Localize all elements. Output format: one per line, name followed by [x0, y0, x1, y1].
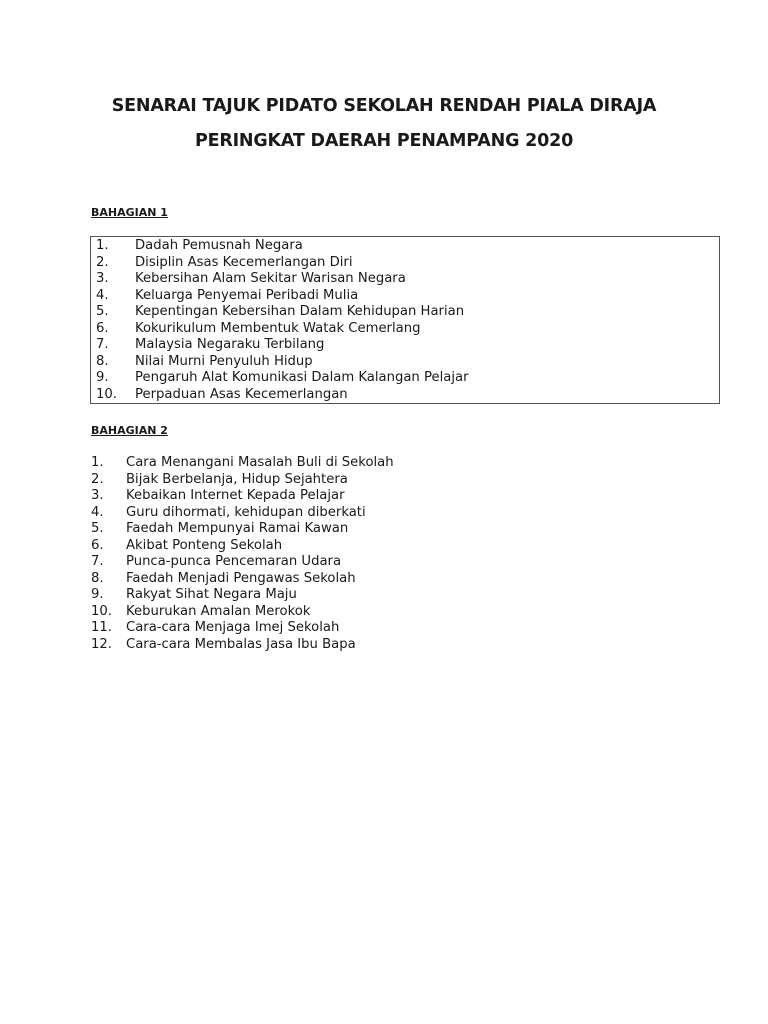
- list-item: [91, 604, 394, 621]
- list-item: [91, 620, 394, 637]
- list-item-number: 4.: [96, 287, 109, 303]
- list-item-number: 3.: [96, 271, 109, 286]
- list-item-number: 6.: [91, 537, 104, 553]
- list-item: [91, 571, 394, 588]
- list-item-text: Dadah Pemusnah Negara: [135, 238, 303, 253]
- list-item-text: Punca-punca Pencemaran Udara: [126, 554, 342, 569]
- list-item-number: 11.: [91, 620, 112, 635]
- list-item-text: Kepentingan Kebersihan Dalam Kehidupan Harian: [135, 304, 465, 319]
- list-item: [91, 554, 394, 571]
- list-item: [91, 505, 394, 522]
- list-item-text: Guru dihormati, kehidupan diberkati: [126, 504, 366, 520]
- list-item-text: Cara-cara Menjaga Imej Sekolah: [126, 620, 340, 635]
- list-item-text: Cara-cara Membalas Jasa Ibu Bapa: [126, 636, 356, 652]
- list-item-text: Keluarga Penyemai Peribadi Mulia: [135, 287, 359, 303]
- list-item-text: Cara Menangani Masalah Buli di Sekolah: [126, 455, 394, 470]
- list-item: [91, 488, 394, 505]
- list-item-number: 8.: [91, 570, 104, 586]
- list-item: [91, 587, 394, 604]
- list-item-text: Perpaduan Asas Kecemerlangan: [135, 386, 348, 402]
- list-item: [91, 538, 394, 555]
- list-item-number: 3.: [91, 488, 104, 503]
- section-1-heading: BAHAGIAN 1: [91, 206, 168, 219]
- list-item: [96, 370, 469, 387]
- list-item: [96, 354, 469, 371]
- list-item: [96, 288, 469, 305]
- list-item: [96, 304, 469, 321]
- list-item-number: 4.: [91, 504, 104, 520]
- list-item-text: Rakyat Sihat Negara Maju: [126, 587, 297, 602]
- list-item-text: Bijak Berbelanja, Hidup Sejahtera: [126, 471, 348, 487]
- list-item-number: 2.: [96, 254, 109, 270]
- list-item-text: Kokurikulum Membentuk Watak Cemerlang: [135, 320, 421, 336]
- list-item-number: 8.: [96, 353, 109, 369]
- list-item-number: 5.: [96, 304, 109, 319]
- list-item: [96, 387, 469, 404]
- list-item-number: 9.: [96, 370, 109, 385]
- list-item-number: 10.: [91, 603, 112, 619]
- list-item-text: Keburukan Amalan Merokok: [126, 603, 311, 619]
- document-title-line-2: PERINGKAT DAERAH PENAMPANG 2020: [194, 131, 574, 151]
- list-item-number: 7.: [96, 337, 109, 352]
- list-item-text: Faedah Mempunyai Ramai Kawan: [126, 521, 349, 536]
- list-item-text: Malaysia Negaraku Terbilang: [135, 337, 325, 352]
- list-item-number: 5.: [91, 521, 104, 536]
- list-item: [91, 455, 394, 472]
- list-item-number: 2.: [91, 471, 104, 487]
- list-item: [96, 271, 469, 288]
- list-item-text: Nilai Murni Penyuluh Hidup: [135, 353, 313, 369]
- list-item-text: Disiplin Asas Kecemerlangan Diri: [135, 254, 353, 270]
- list-item: [96, 337, 469, 354]
- list-item-number: 9.: [91, 587, 104, 602]
- list-item-number: 7.: [91, 554, 104, 569]
- section-2-heading: BAHAGIAN 2: [91, 424, 168, 437]
- list-item-number: 6.: [96, 320, 109, 336]
- document-title-line-1: SENARAI TAJUK PIDATO SEKOLAH RENDAH PIALA DIRAJA: [111, 96, 657, 116]
- list-item-number: 1.: [96, 238, 109, 253]
- list-item-text: Faedah Menjadi Pengawas Sekolah: [126, 570, 356, 586]
- list-item: [96, 321, 469, 338]
- list-item: [91, 521, 394, 538]
- section-2-list: [91, 455, 394, 653]
- list-item: [96, 238, 469, 255]
- list-item: [91, 472, 394, 489]
- list-item-number: 1.: [91, 455, 104, 470]
- list-item: [91, 637, 394, 654]
- section-1-list: [96, 238, 469, 403]
- list-item-text: Pengaruh Alat Komunikasi Dalam Kalangan Pelajar: [135, 370, 469, 385]
- list-item-text: Kebaikan Internet Kepada Pelajar: [126, 488, 345, 503]
- list-item: [96, 255, 469, 272]
- list-item-text: Akibat Ponteng Sekolah: [126, 537, 283, 553]
- list-item-text: Kebersihan Alam Sekitar Warisan Negara: [135, 271, 406, 286]
- list-item-number: 10.: [96, 386, 117, 402]
- list-item-number: 12.: [91, 636, 112, 652]
